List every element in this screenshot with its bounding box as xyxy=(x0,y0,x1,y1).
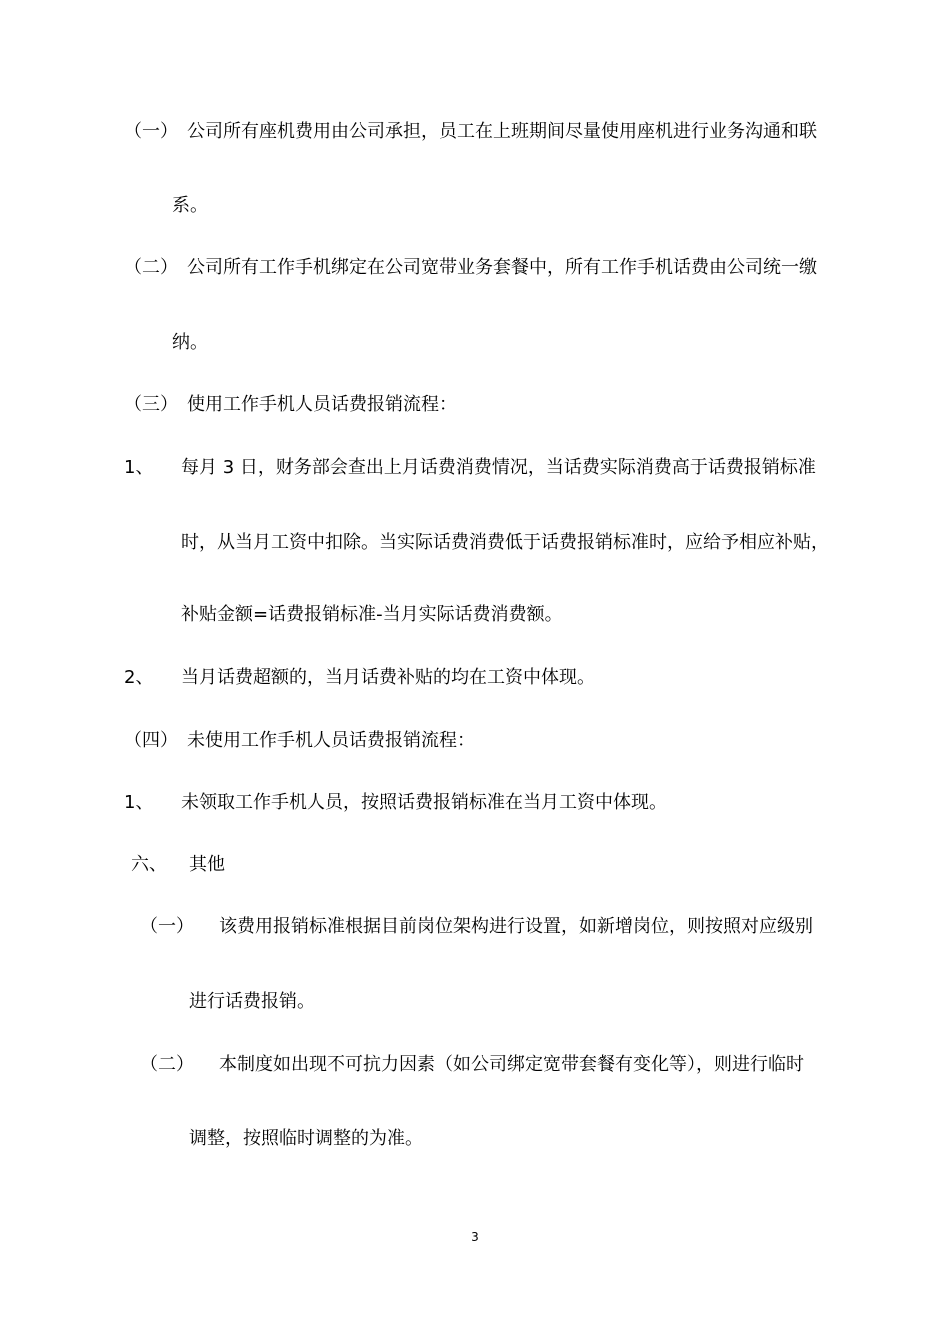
section-6-heading: 其他 xyxy=(189,854,225,875)
item-10-marker: （二） xyxy=(140,1054,194,1075)
item-9-line-1: 该费用报销标准根据目前岗位架构进行设置，如新增岗位，则按照对应级别 xyxy=(219,916,813,937)
item-1-marker: （一） xyxy=(124,121,178,142)
page-number: 3 xyxy=(471,1230,479,1244)
item-5-marker: 2、 xyxy=(124,667,154,688)
item-2-marker: （二） xyxy=(124,257,178,278)
item-3-marker: （三） xyxy=(124,394,178,415)
item-4-line-2: 时，从当月工资中扣除。当实际话费消费低于话费报销标准时，应给予相应补贴， xyxy=(181,532,829,553)
item-9-line-2: 进行话费报销。 xyxy=(189,991,315,1012)
item-5-line-1: 当月话费超额的，当月话费补贴的均在工资中体现。 xyxy=(181,667,595,688)
item-7-line-1: 未领取工作手机人员，按照话费报销标准在当月工资中体现。 xyxy=(181,792,667,813)
item-7-marker: 1、 xyxy=(124,792,154,813)
item-1-line-1: 公司所有座机费用由公司承担，员工在上班期间尽量使用座机进行业务沟通和联 xyxy=(187,121,817,142)
item-6-line-1: 未使用工作手机人员话费报销流程： xyxy=(187,730,475,751)
item-10-line-1: 本制度如出现不可抗力因素（如公司绑定宽带套餐有变化等），则进行临时 xyxy=(219,1054,804,1075)
section-6-marker: 六、 xyxy=(131,854,167,875)
item-9-marker: （一） xyxy=(140,916,194,937)
item-10-line-2: 调整，按照临时调整的为准。 xyxy=(189,1128,423,1149)
item-3-line-1: 使用工作手机人员话费报销流程： xyxy=(187,394,457,415)
item-2-line-2: 纳。 xyxy=(172,332,208,353)
item-2-line-1: 公司所有工作手机绑定在公司宽带业务套餐中，所有工作手机话费由公司统一缴 xyxy=(187,257,817,278)
item-4-line-1: 每月 3 日，财务部会查出上月话费消费情况，当话费实际消费高于话费报销标准 xyxy=(181,457,816,478)
item-4-line-3: 补贴金额=话费报销标准-当月实际话费消费额。 xyxy=(181,604,563,625)
item-4-marker: 1、 xyxy=(124,457,154,478)
item-6-marker: （四） xyxy=(124,730,178,751)
item-1-line-2: 系。 xyxy=(172,195,208,216)
